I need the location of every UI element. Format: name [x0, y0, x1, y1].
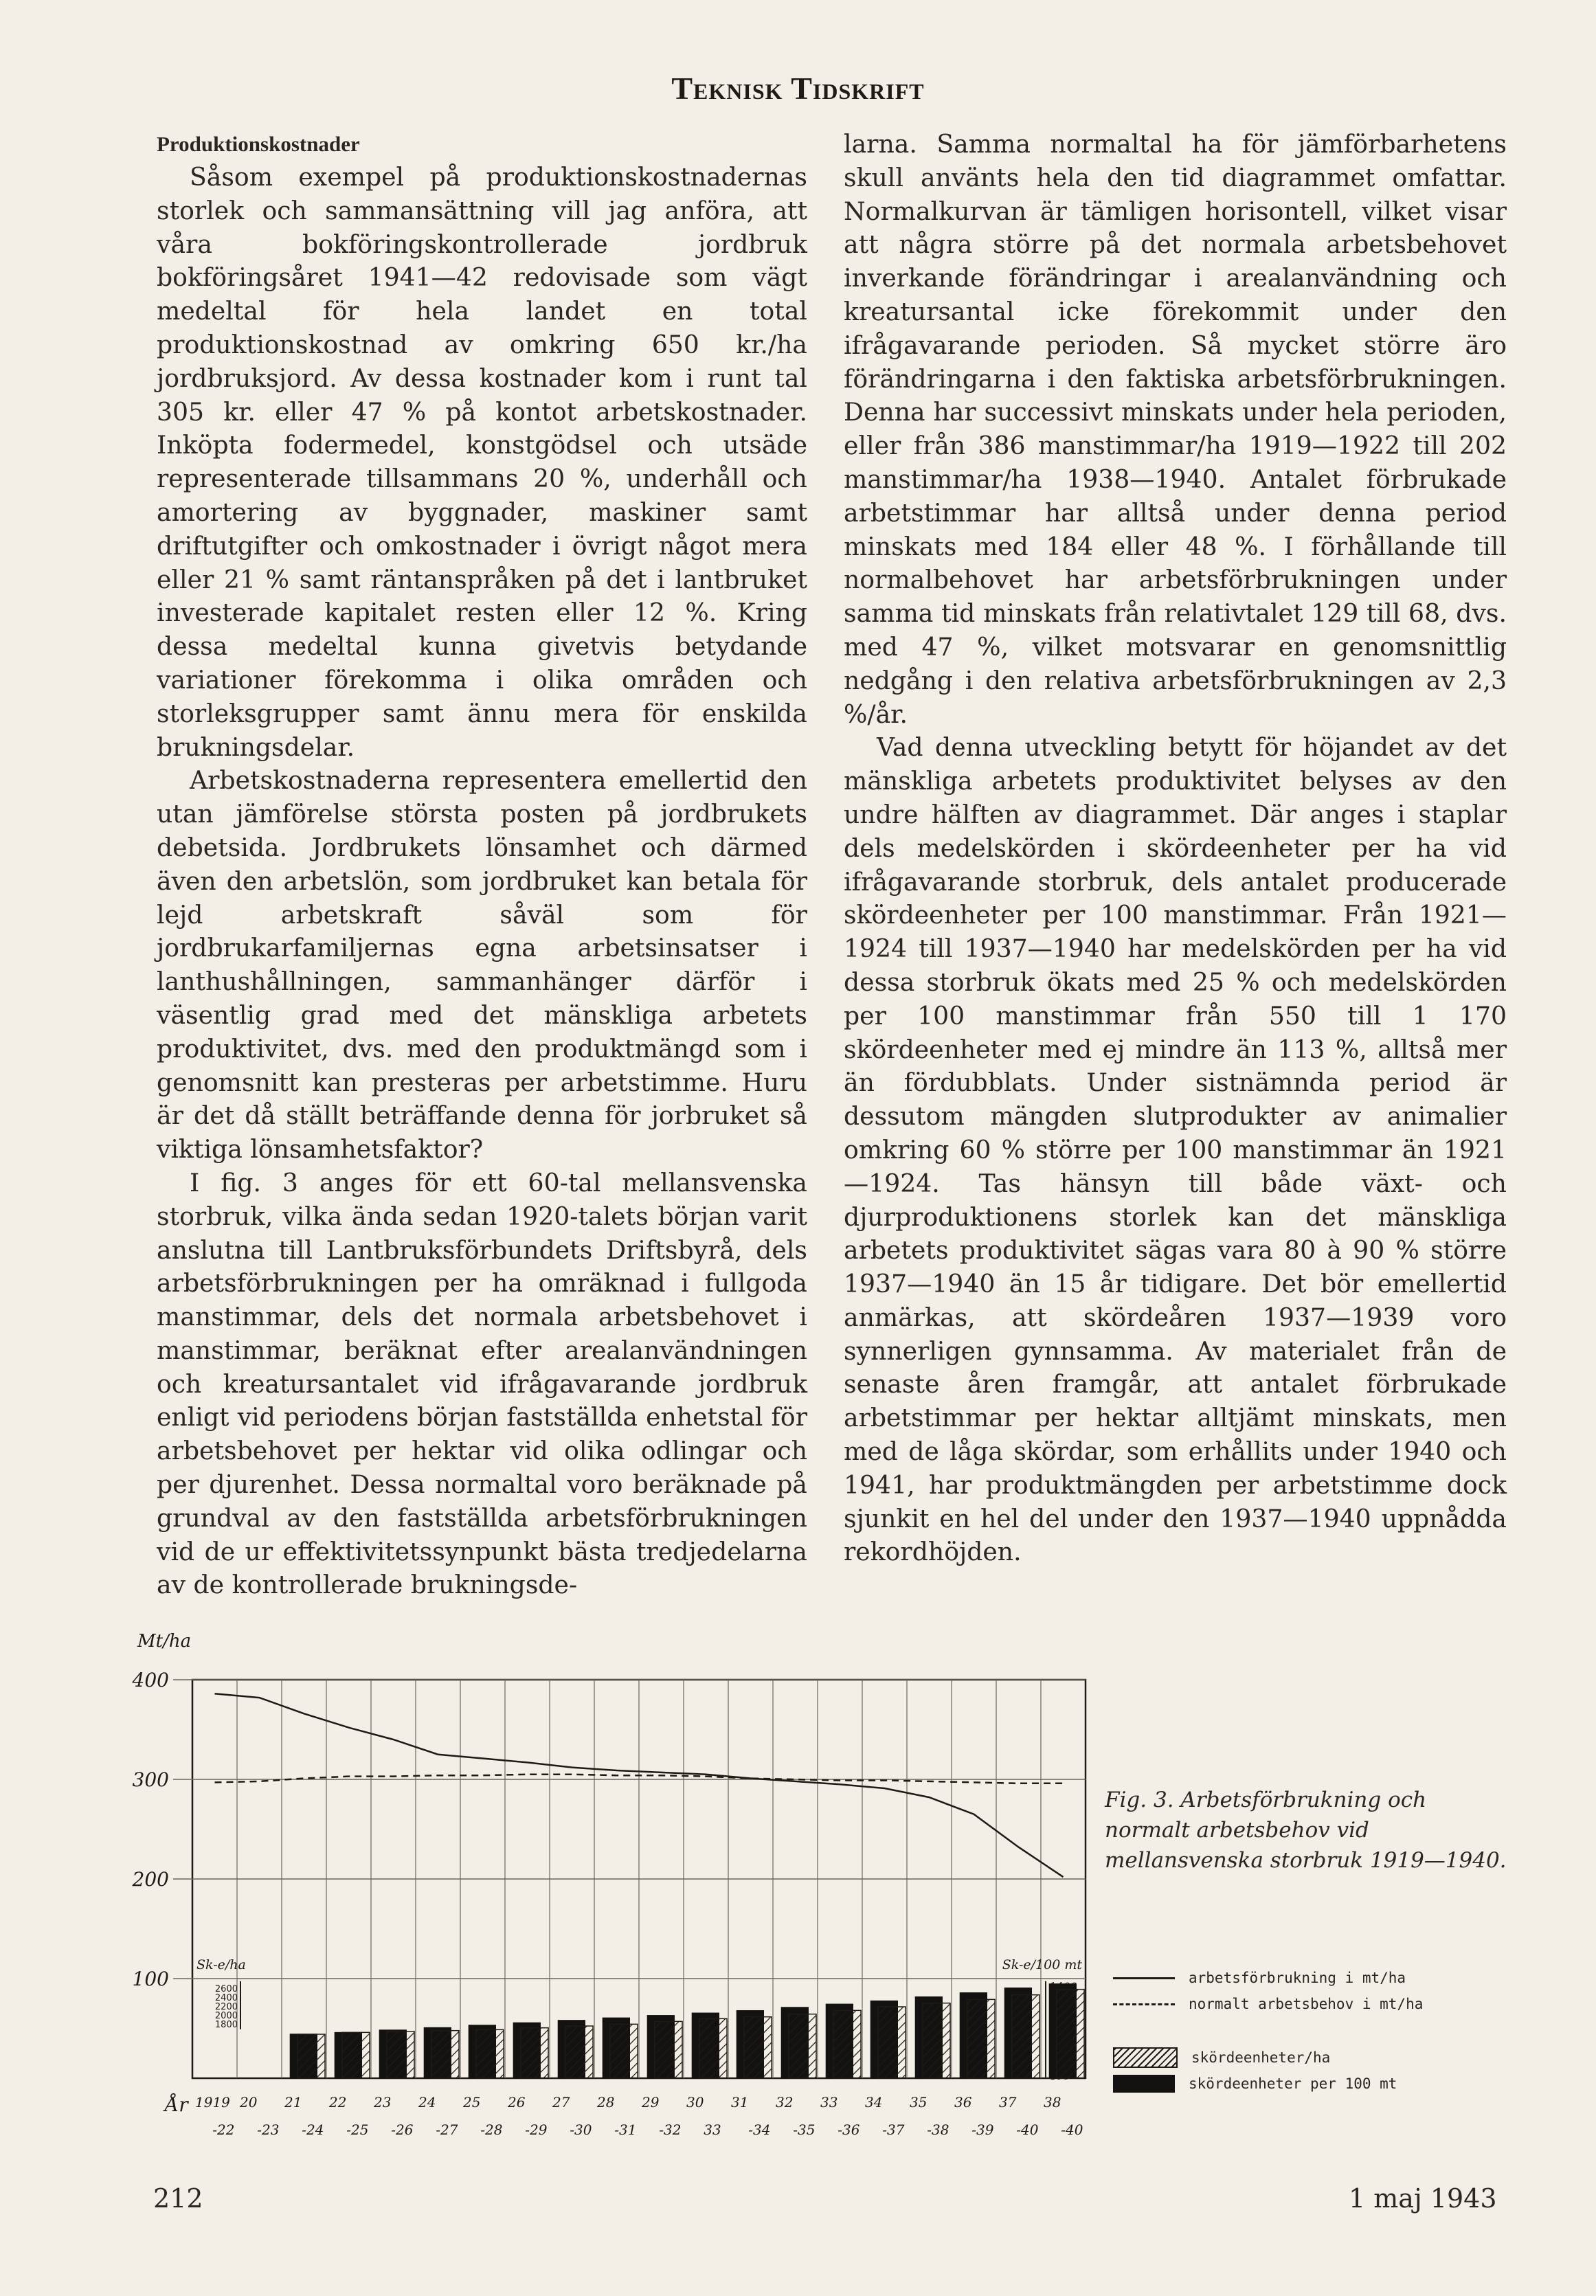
y-tick-label: 300: [132, 1768, 169, 1791]
x-tick-label-top: 29: [642, 2094, 660, 2111]
bar-hatched: [342, 2032, 370, 2078]
bar-hatched: [610, 2024, 638, 2078]
y-tick-label: 200: [132, 1868, 169, 1891]
issue-date: 1 maj 1943: [1349, 2183, 1497, 2214]
legend-label: skördeenheter per 100 mt: [1189, 2075, 1397, 2092]
section-heading: Produktionskostnader: [157, 132, 360, 156]
inner-left-tick: 2400: [214, 1992, 238, 2003]
x-axis-label: År: [165, 2093, 188, 2116]
x-tick-label-top: 36: [954, 2094, 972, 2111]
bar-hatched: [297, 2034, 325, 2078]
x-tick-label-bottom: -34: [748, 2121, 771, 2138]
paragraph: larna. Samma normaltal ha för jämförbarhetens skull använts hela den tid diagrammet omfattar. Normalkurvan är tämligen horisontell, vilket visar att några större på det normala arbetsbehovet inverkande förändringar i arealanvändning och kreatursantal icke förekommit under den ifrågavarande perioden. Så mycket större äro förändringarna i den faktiska arbetsförbrukningen. Denna har successivt minskats under hela perioden, eller från 386 manstimmar/ha 1919—1922 till 202 manstimmar/ha 1938—1940. Antalet förbrukade arbetstimmar har alltså under denna period minskats med 184 eller 48 %. I förhållande till normalbehovet har arbetsförbrukningen under samma tid minskats från relativtalet 129 till 68, dvs. med 47 %, vilket motsvarar en genomsnittlig nedgång i den relativa arbetsförbrukningen av 2,3 %/år.: [844, 129, 1507, 729]
y-axis-unit: Mt/ha: [137, 1631, 192, 1652]
inner-left-tick: 2000: [214, 2010, 238, 2021]
x-tick-label-top: 23: [374, 2094, 392, 2111]
x-tick-label-bottom: -38: [927, 2121, 949, 2138]
y-tick-label: 400: [132, 1669, 169, 1691]
x-tick-label-top: 34: [865, 2094, 883, 2111]
bar-hatched: [833, 2010, 861, 2078]
x-tick-label-bottom: -25: [346, 2121, 369, 2138]
figure-3-chart: [103, 1631, 1099, 2154]
inner-left-unit: Sk-e/ha: [196, 1957, 246, 1972]
paragraph: Vad denna utveckling betytt för höjandet av det mänskliga arbetets produktivitet belyses av den undre hälften av diagrammet. Där anges i staplar dels medelskörden i skördeenheter per ha vid ifrågavarande storbruk, dels antalet producerade skördeenheter per 100 manstimmar. Från 1921—1924 till 1937—1940 har medelskörden per ha vid dessa storbruk ökats med 25 % och medelskörden per 100 manstimmar från 550 till 1 170 skördeenheter med ej mindre än 113 %, alltså mer än fördubblats. Under sistnämnda period är dessutom mängden slutprodukter av animalier omkring 60 % större per 100 manstimmar än 1921—1924. Tas hänsyn till både växt- och djurproduktionens storlek kan det mänskliga arbetets produktivitet sägas vara 80 à 90 % större 1937—1940 än 15 år tidigare. Det bör emellertid anmärkas, att skördeåren 1937—1939 voro synnerligen gynnsamma. Av materialet från de senaste åren framgår, att antalet förbrukade arbetstimmar per hektar alltjämt minskats, men med de låga skördar, som erhållits under 1940 och 1941, har produktmängden per arbetstimme dock sjunkit en hel del under den 1937—1940 uppnådda rekordhöjden.: [844, 732, 1507, 1567]
x-tick-label-bottom: -28: [480, 2121, 503, 2138]
inner-right-unit: Sk-e/100 mt: [1002, 1957, 1082, 1972]
paragraph: Arbetskostnaderna representera emellertid den utan jämförelse största posten på jordbrukets debetsida. Jordbrukets lönsamhet och därmed även den arbetslön, som jordbruket kan betala för lejd arbetskraft såväl som för jordbrukarfamiljernas egna arbetsinsatser i lanthushållningen, sammanhänger därför i väsentlig grad med det mänskliga arbetets produktivitet, dvs. med den produktmängd som i genomsnitt kan presteras per arbetstimme. Huru är det då ställt beträffande denna för jorbruket så viktiga lönsamhetsfaktor?: [157, 765, 807, 1164]
x-tick-label-top: 27: [552, 2094, 570, 2111]
x-tick-label-bottom: -35: [793, 2121, 816, 2138]
x-tick-label-bottom: -31: [614, 2121, 637, 2138]
y-tick-label: 100: [132, 1968, 169, 1990]
chart-svg: [103, 1631, 1099, 2154]
x-tick-label-bottom: 33: [704, 2121, 721, 2138]
x-tick-label-top: 32: [776, 2094, 794, 2111]
legend-label: skördeenheter/ha: [1191, 2049, 1331, 2066]
bar-hatched: [476, 2029, 504, 2078]
bar-hatched: [1057, 1990, 1084, 2078]
x-tick-label-bottom: -26: [391, 2121, 414, 2138]
x-tick-label-bottom: -36: [838, 2121, 860, 2138]
inner-left-tick: 2600: [214, 1983, 238, 1994]
bar-hatched: [655, 2021, 682, 2078]
paragraph: Såsom exempel på produktionskostnadernas storlek och sammansättning vill jag anföra, att våra bokföringskontrollerade jordbruk bokföringsåret 1941—42 redovisade som vägt medeltal för hela landet en total produktionskostnad av omkring 650 kr./ha jordbruksjord. Av dessa kostnader kom i runt tal 305 kr. eller 47 % på kontot arbetskostnader. Inköpta fodermedel, konstgödsel och utsäde representerade tillsammans 20 %, underhåll och amortering av byggnader, maskiner samt driftutgifter och omkostnader i övrigt något mera eller 21 % samt räntanspråken på det i lantbruket investerade kapitalet resten eller 12 %. Kring dessa medeltal kunna givetvis betydande variationer förekomma i olika områden och storleksgrupper samt ännu mera för enskilda brukningsdelar.: [157, 162, 807, 762]
bar-hatched: [789, 2014, 816, 2078]
bar-hatched: [878, 2007, 906, 2078]
x-tick-label-top: 38: [1044, 2094, 1061, 2111]
paragraph: I fig. 3 anges för ett 60-tal mellansvenska storbruk, vilka ända sedan 1920-talets början varit anslutna till Lantbruksförbundets Driftsbyrå, dels arbetsförbrukningen per ha omräknad i fullgoda manstimmar, dels det normala arbetsbehovet i manstimmar, beräknat efter arealanvändningen och kreatursantalet vid ifrågavarande jordbruk enligt vid periodens början fastställda enhetstal för arbetsbehovet per hektar vid olika odlingar och per djurenhet. Dessa normaltal voro beräknade på grundval av den fastställda arbetsförbrukningen vid de ur effektivitetssynpunkt bästa tredjedelarna av de kontrollerade brukningsde-: [157, 1167, 807, 1600]
x-tick-label-bottom: -39: [971, 2121, 994, 2138]
x-tick-label-top: 26: [508, 2094, 526, 2111]
right-column: [844, 128, 1507, 1569]
bar-hatched: [431, 2031, 459, 2078]
legend-solid-bar: [1113, 2071, 1525, 2097]
x-tick-label-top: 21: [284, 2094, 302, 2111]
masthead: Teknisk Tidskrift: [671, 71, 925, 106]
x-tick-label-bottom: -30: [570, 2121, 592, 2138]
x-tick-label-top: 20: [240, 2094, 258, 2111]
left-column: [157, 128, 807, 1602]
x-tick-label-top: 1919: [195, 2094, 230, 2111]
x-tick-label-top: 24: [418, 2094, 436, 2111]
x-tick-label-top: 30: [686, 2094, 704, 2111]
bar-hatched: [521, 2028, 548, 2078]
bar-hatched: [967, 1999, 995, 2078]
bar-hatched: [565, 2026, 593, 2078]
inner-left-tick: 2200: [214, 2001, 238, 2012]
bar-hatched: [699, 2018, 727, 2078]
page-number: 212: [153, 2183, 203, 2214]
x-tick-label-bottom: -27: [436, 2121, 458, 2138]
x-tick-label-top: 31: [731, 2094, 749, 2111]
bar-hatched: [387, 2031, 414, 2078]
x-tick-label-top: 35: [910, 2094, 928, 2111]
x-tick-label-bottom: -29: [525, 2121, 548, 2138]
x-tick-label-bottom: -24: [302, 2121, 324, 2138]
x-tick-label-bottom: -40: [1016, 2121, 1039, 2138]
inner-left-tick: 1800: [214, 2019, 238, 2030]
x-tick-label-top: 28: [597, 2094, 615, 2111]
bar-hatched: [744, 2017, 772, 2078]
chart-legend: [1113, 1965, 1525, 2097]
x-tick-label-top: 22: [329, 2094, 347, 2111]
figure-caption: Fig. 3. Arbetsförbrukning och normalt arbetsbehov vid mellansvenska storbruk 1919—1940.: [1105, 1788, 1507, 1873]
x-tick-label-bottom: -23: [257, 2121, 280, 2138]
bar-hatched: [923, 2003, 950, 2078]
legend-solid-line: [1113, 1965, 1525, 1991]
legend-label: normalt arbetsbehov i mt/ha: [1189, 1996, 1424, 2012]
x-tick-label-bottom: -40: [1061, 2121, 1083, 2138]
x-tick-label-top: 25: [463, 2094, 481, 2111]
legend-dashed-line: [1113, 1991, 1525, 2017]
x-tick-label-bottom: -22: [212, 2121, 235, 2138]
legend-hatched-bar: [1113, 2045, 1525, 2071]
legend-label: arbetsförbrukning i mt/ha: [1189, 1970, 1406, 1986]
x-tick-label-bottom: -37: [882, 2121, 905, 2138]
x-tick-label-top: 37: [999, 2094, 1017, 2111]
x-tick-label-bottom: -32: [659, 2121, 682, 2138]
bar-hatched: [1012, 1995, 1039, 2078]
x-tick-label-top: 33: [820, 2094, 838, 2111]
